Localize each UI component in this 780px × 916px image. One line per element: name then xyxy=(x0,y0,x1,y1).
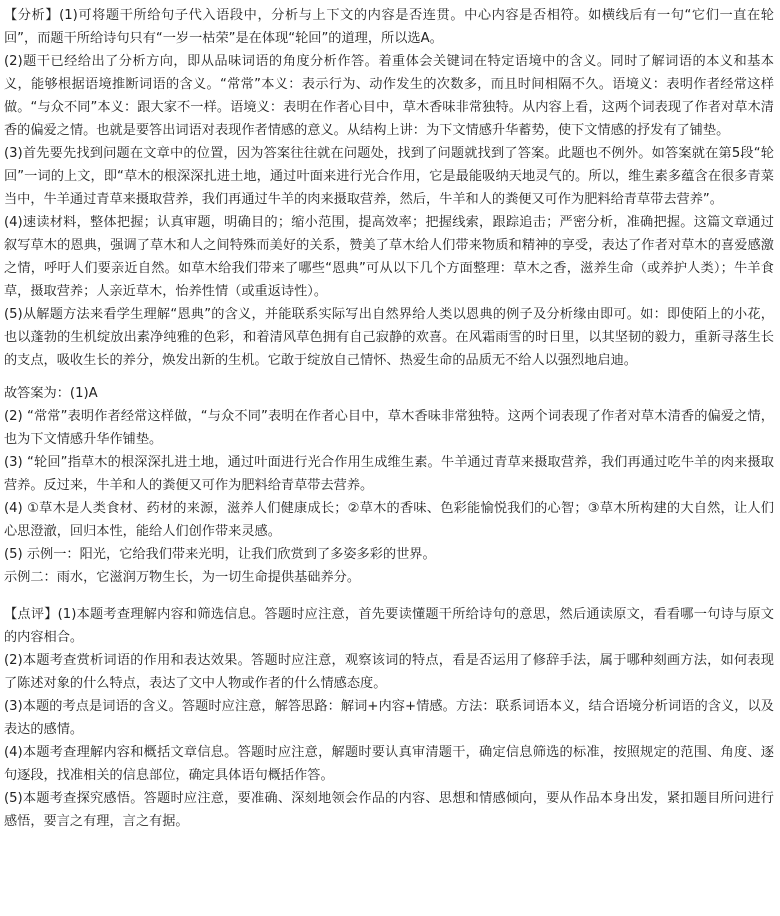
comment-section xyxy=(4,603,774,833)
section-spacer xyxy=(4,372,774,382)
analysis-paragraph-3: (3)首先要先找到问题在文章中的位置，因为答案往往就在问题处，找到了问题就找到了答案。此题也不例外。如答案就在第5段“轮回”一词的上文，即“草木的根深深扎进土地，通过叶面来进行光合作用，它是最能吸纳天地灵气的。所以，维生素多蕴含在很多青菜当中，牛羊通过青草来摄取营养，我们再通过牛羊的肉来摄取营养，然后，牛羊和人的粪便又可作为肥料给青草带去营养”。 xyxy=(4,146,774,207)
analysis-paragraph-4: (4)速读材料，整体把握；认真审题，明确目的；缩小范围，提高效率；把握线索，跟踪追击；严密分析，准确把握。这篇文章通过叙写草木的恩典，强调了草木和人之间特殊而美好的关系，赞美了草木给人们带来物质和精神的享受，表达了作者对草木的喜爱感激之情，呼吁人们要亲近自然。如草木给我们带来了哪些“恩典”可从以下几个方面整理：草木之香，滋养生命（或养护人类）；牛羊食草，摄取营养；人亲近草木，怡养性情（或重返诗性）。 xyxy=(4,215,774,299)
answer-item-5-example-2: 示例二：雨水，它滋润万物生长，为一切生命提供基础养分。 xyxy=(4,570,361,585)
comment-paragraph-2: (2)本题考查赏析词语的作用和表达效果。答题时应注意，观察该词的特点，看是否运用了修辞手法，属于哪种刻画方法，如何表现了陈述对象的什么特点，表达了文中人物或作者的什么情感态度。 xyxy=(4,653,774,691)
answer-item-4: (4) ①草木是人类食材、药材的来源，滋养人们健康成长；②草木的香味、色彩能愉悦我们的心智；③草木所构建的大自然，让人们心思澄澈，回归本性，能给人们创作带来灵感。 xyxy=(4,501,774,539)
answer-item-3: (3) “轮回”指草木的根深深扎进土地，通过叶面进行光合作用生成维生素。牛羊通过青草来摄取营养，我们再通过吃牛羊的肉来摄取营养。反过来，牛羊和人的粪便又可作为肥料给青草带去营养。 xyxy=(4,455,774,493)
section-spacer xyxy=(4,589,774,603)
analysis-section xyxy=(4,4,774,372)
answer-item-2: (2) “常常”表明作者经常这样做，“与众不同”表明在作者心目中，草木香味非常独特。这两个词表现了作者对草木清香的偏爱之情，也为下文情感升华作铺垫。 xyxy=(4,409,774,447)
analysis-paragraph-1: 【分析】(1)可将题干所给句子代入语段中，分析与上下文的内容是否连贯。中心内容是否相符。如横线后有一句“它们一直在轮回”，而题干所给诗句只有“一岁一枯荣”是在体现“轮回”的道理，所以选A。 xyxy=(4,8,774,46)
comment-paragraph-5: (5)本题考查探究感悟。答题时应注意，要准确、深刻地领会作品的内容、思想和情感倾向，要从作品本身出发，紧扣题目所问进行感悟，要言之有理，言之有据。 xyxy=(4,791,774,829)
answer-item-5-example-1: (5) 示例一：阳光，它给我们带来光明，让我们欣赏到了多姿多彩的世界。 xyxy=(4,547,436,562)
analysis-paragraph-2: (2)题干已经给出了分析方向，即从品味词语的角度分析作答。着重体会关键词在特定语境中的含义。同时了解词语的本义和基本义，能够根据语境推断词语的含义。“常常”本义：表示行为、动作发生的次数多，而且时间相隔不久。语境义：表明作者经常这样做。“与众不同”本义：跟大家不一样。语境义：表明在作者心目中，草木香味非常独特。从内容上看，这两个词表现了作者对草木清香的偏爱之情。也就是要答出词语对表现作者情感的意义。从结构上讲：为下文情感升华蓄势，使下文情感的抒发有了铺垫。 xyxy=(4,54,774,138)
comment-paragraph-4: (4)本题考查理解内容和概括文章信息。答题时应注意，解题时要认真审清题干，确定信息筛选的标准，按照规定的范围、角度、逐句逐段，找准相关的信息部位，确定具体语句概括作答。 xyxy=(4,745,774,783)
comment-paragraph-1: 【点评】(1)本题考查理解内容和筛选信息。答题时应注意，首先要读懂题干所给诗句的意思，然后通读原文，看看哪一句诗与原文的内容相合。 xyxy=(4,607,774,645)
analysis-paragraph-5: (5)从解题方法来看学生理解“恩典”的含义，并能联系实际写出自然界给人类以恩典的例子及分析缘由即可。如：即使陌上的小花，也以蓬勃的生机绽放出素净纯雅的色彩，和着清风草色拥有自己寂静的欢喜。在风霜雨雪的时日里，以其坚韧的毅力，重新寻落生长的支点，吸收生长的养分，焕发出新的生机。它敢于绽放自己情怀、热爱生命的品质无不给人以强烈地启迪。 xyxy=(4,307,774,368)
answer-heading: 故答案为：(1)A xyxy=(4,386,98,401)
comment-paragraph-3: (3)本题的考点是词语的含义。答题时应注意，解答思路：解词+内容+情感。方法：联系词语本义，结合语境分析词语的含义，以及表达的感情。 xyxy=(4,699,774,737)
answer-section xyxy=(4,382,774,589)
